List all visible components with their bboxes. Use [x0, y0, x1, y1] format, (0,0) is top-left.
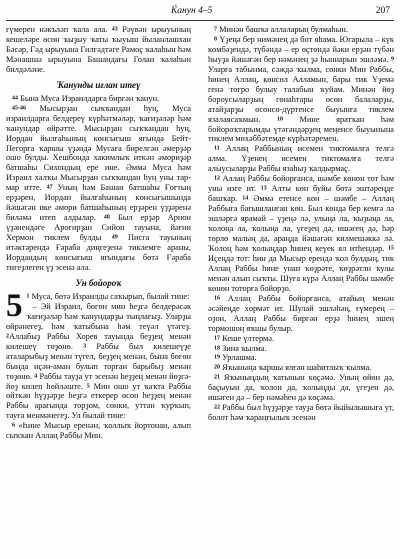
verse-number: 19 — [214, 354, 220, 361]
verse-number: 5 — [86, 383, 90, 389]
verse-number: 8 — [214, 36, 217, 43]
right-column — [208, 25, 394, 555]
verse-paragraph-5-11: 11 Аллаң Раббының исемен тиктомалға телгә алма. Үҙенең исемен тиктомалға телгә алыусыларҙы Раббы язаһыҙ ҡалдырмаҫ. — [208, 144, 394, 174]
verse-number: 43 — [111, 26, 118, 33]
verse-number: 17 — [214, 335, 220, 342]
verse-paragraph-5-6: 6 «Һине Мысыр еренән, ҡоллыҡ йортонан, алып сыҡҡан Аллаң Раббы Мин. — [6, 421, 191, 441]
verse-paragraph-5-1: 5 1 Муса, бөтә Израилды саҡырып, былай тине: — [6, 287, 190, 324]
verse-number: 47 — [46, 184, 53, 191]
verse-number: 1 — [26, 293, 30, 300]
verse-paragraph-5-19: 19 Урлашма. — [214, 353, 257, 363]
verse-number: 2 — [6, 333, 9, 340]
verse-paragraph-5-16: 16 Аллаң Раббы бойорғанса, атайың менән әсәйеңде хөрмәт ит. Шулай эшләһәң, ғүмерең – оҙон, Аллаң Раббы биргән ерҙә һинең эшең тормошоң яҡшы булыр. — [208, 293, 394, 333]
running-header — [0, 0, 400, 22]
section-heading-law: Ҡанунды иғлан итеү — [56, 79, 141, 90]
book-chapter-title: Ќанун 4–5 — [171, 6, 213, 16]
section-heading-ten-commandments: Ун бойороҡ — [75, 277, 122, 288]
verse-number: 3 — [83, 343, 87, 350]
verse-number: 7 — [214, 26, 217, 33]
verse-number: 14 — [242, 195, 249, 202]
left-column — [6, 25, 191, 555]
verse-number: 11 — [214, 145, 220, 152]
chapter-number: 5 — [6, 287, 23, 324]
header-rule — [6, 20, 394, 21]
page-number: 207 — [375, 6, 390, 16]
verse-number: 13 — [260, 185, 267, 192]
verse-paragraph-42-43: ғүмерен нәкъләп ҡала ала. 43 Рәүвән ырыуының кешеләре өсөн ҡыҙыу ҡаты ҡыуыш йыланлашхан Бәсәр, Гәд ырыуына Гилғәдтәге Рамоҫ ҡалаһын һәм Мәнашшә ырыуына Башандағы Голан ҡалаһын билдәләне. — [6, 25, 191, 74]
verse-number: 10 — [276, 116, 283, 123]
verse-number: 6 — [12, 422, 15, 429]
verse-number: 22 — [214, 404, 220, 411]
verse-number: 49 — [111, 234, 118, 241]
verse-paragraph-5-17: 17 Кеше үлтермә. — [214, 333, 275, 343]
verse-paragraph-5-8: 8 Үҙеңә бер нимәнең дә бот яһама. Югарыла – күк көмбәҙендә, түбәндә – ер өҫтөндә йәки ерҙән түбән һыуҙа йәшәгән бер нәмәнең ҙә һыннарын эшләмә. 9 Уларға табынма, сәждә ҡылма, сөнки Мин Раббы, һинең Аллаң, көнсөл Алламын, бары тик Үҙемә генә тоғро булыу талабын ҡуйам. Минән йөҙ бороусыларҙың гөнаһтары өсөн балаларҙы, атайҙарҙы өсөнсө-дүртенсе быуынға тиклем язалаясаҡмын. 10 Мине яратҡан һәм бойороҡтарымды үтәгәндәрҙең меңенсе быуынына тиклем мөхәббәтемде күрһәтәремен. — [208, 34, 394, 144]
verse-paragraph-5-18: 18 Зина ҡылма. — [214, 343, 267, 353]
verse-paragraph-5-1b: – Эй Израил, бөгөн мин һеҙгә белдерәсәк ҡағиҙәләр һәм ҡанундарҙы тыңлағыҙ. Уларҙы өйрәнегеҙ, һәм ҡатыбына һәм теүәл үтәгеҙ. 2Аллабыҙ Раббы Хорев тауында беҙҙең менән килешеү төҙөнө. 3 Раббы был килешеүҙе аталарыбыҙ менән түгел, беҙҙең менән, бына бөгөн бында иҫән-аман булып торған барыбыҙ менән төҙөнө. 4 Раббы тауҙа ут эсенән һеҙҙең менән йөҙгә-йөҙ килеп һөйләште. 5 Мин ошо ут ҡаҡта Раббы өйткән һүҙҙәрҙе һеҙгә еткерер өсөн һеҙҙең менән Раббы арағында торҙом, сөнки, уттан ҡурҡып, тауға менмәнегеҙ. Ул былай тине: — [6, 301, 191, 421]
verse-number: 18 — [214, 345, 220, 351]
verse-paragraph-5-22: 22 Раббы был һүҙҙәрҙе тауҙа бөтә йыйылышыға ут, болот һәм ҡараңғылыҡ эсенән — [208, 403, 394, 423]
verse-paragraph-5-12: 12 Аллаң Раббы бойорғанса, шәмбе көнөн тот һәм уны изге ит. 13 Алты көн буйы бөтә эштәреңде башҡар. 14 Әммә етенсе көн – шәмбе – Аллаң Раббыға бағышланған көн. Был көндә бер кемгә лә эшләргә ярамай – үҙеңә лә, улыңа ла, ҡыҙыңа ла, ҡолоңа ла, ҡолыңа ла, үгеҙең дә, ишәгең дә, һәр төрлө малың да, араңда йәшәгән килмешәккә лә. Ҡолоң һәм ҡолыңдар һинең кеүек ял итһендәр. 15 Иҫеңдә тот: һин да Мысыр ерендә ҡол булдың, тик Аллаң Раббы һине унан ҡөҙрәте, ҡөҙрәтлн ҡулы менән алып сыҡты. Шуға күрә Аллаң Раббы шәмбе көнөн тоторға бойорҙо. — [208, 174, 394, 293]
verse-number: 48 — [103, 214, 110, 221]
verse-number: 4 — [34, 373, 38, 380]
verse-number: 44 — [12, 95, 18, 102]
verse-number: 20 — [214, 364, 220, 371]
verse-paragraph-45-49: 45-46 Мысырҙан сыҡҡандан һуң, Муса израилдарға белдереү күрһәтмәләр, ҡағиҙәләр һәм ҡанундар өйрәтте. Мысырҙан сыҡҡандан һуң, Иордан йылғаһының көнсығыш яғында Бейт-Пегорға ҡаршы үҙәндә Мусаға бирелгән әмерҙәр ошо булды. Хешбонда хакимлыҡ иткән әмориҙәр батшаһы Сихондың ере ине. Әммә Муса һәм Израил халҡы Мысырҙан сыҡҡандан һуң уны тар-мар итте. 47 Уның һәм Башан батшаһы Ғоғтың ерҙәрен, Иордан йылғаһының көнсығышында йәшәгән ике әмори батшаһының ерҙәрен үҙҙәренә биләмә итеп алдылар. 48 Был ерҙәр Арнон үҙәнендәге Ароғирҙан Сийон тауына, йәғни Хермон тиклем булды 49 Писга тауының итәктәрендә Ғәраба диңгеҙенә тиклемге араны, Иордандың көнсығыш яғындағы бөтә Ғәраба тигеҙлеген үҙ эсенә ала. — [6, 103, 191, 272]
verse-number: 12 — [214, 175, 220, 182]
verse-number: 16 — [214, 295, 220, 302]
verse-number: 15 — [388, 245, 394, 252]
verse-number: 21 — [214, 374, 220, 381]
verse-number: 45-46 — [12, 105, 26, 112]
verse-number: 9 — [391, 56, 394, 63]
verse-paragraph-5-7: 7 Минән башҡа аллаларың булмаһын. — [214, 25, 348, 34]
verse-paragraph-5-21: 21 Яҡыныңдың ҡатынын көҫәмә. Уның өйөн дә, баҫыуын да, ҡолон да, ҡолыңды да, үгеҙен дә, ишәген дә – бер нәмәһен дә көҫәмә. — [208, 373, 394, 403]
verse-paragraph-44: 44 Бына Муса Израилдарға биргән ҡанун. — [12, 93, 160, 103]
verse-paragraph-5-20: 20 Яҡыныңа ҡаршы ялған шаһитлыҡ ҡылма. — [214, 363, 372, 373]
